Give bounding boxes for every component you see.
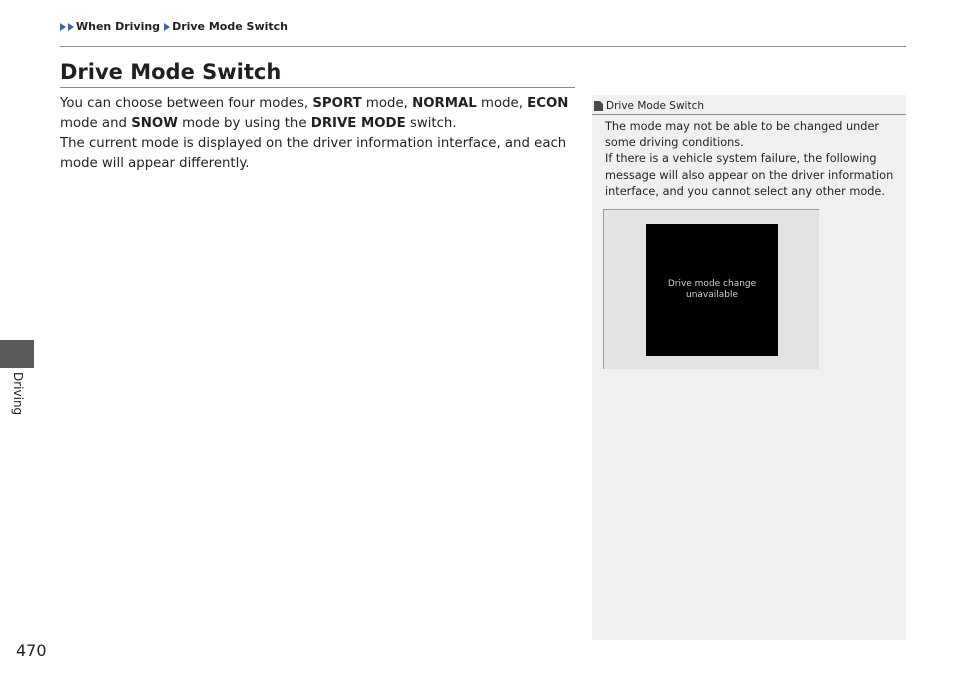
display-illustration: [603, 209, 819, 369]
breadcrumb-item-when-driving[interactable]: When Driving: [76, 20, 161, 33]
sidebar-body: [605, 119, 900, 200]
note-icon: [594, 101, 603, 111]
paragraph-modes: You can choose between four modes, SPORT mode, NORMAL mode, ECON mode and SNOW mode by using the DRIVE MODE switch.: [60, 96, 569, 131]
body-text: [60, 94, 580, 174]
breadcrumb-arrow-icon: [60, 23, 66, 31]
mode-econ: ECON: [527, 96, 569, 111]
header-divider: [60, 46, 906, 47]
driver-info-screen: [646, 224, 778, 356]
paragraph-display: The current mode is displayed on the driver information interface, and each mode will appear differently.: [60, 136, 567, 171]
sidebar-text-1: The mode may not be able to be changed under some driving conditions.: [605, 120, 880, 150]
breadcrumb-arrow-icon: [68, 23, 74, 31]
mode-snow: SNOW: [131, 116, 178, 131]
mode-normal: NORMAL: [412, 96, 477, 111]
page-title: Drive Mode Switch: [60, 60, 282, 84]
breadcrumb-arrow-icon: [164, 23, 170, 31]
drive-mode-switch-name: DRIVE MODE: [310, 116, 406, 131]
mode-sport: SPORT: [312, 96, 362, 111]
page-number: 470: [16, 641, 47, 660]
sidebar-text-2: If there is a vehicle system failure, the following message will also appear on the driver information interface, and you cannot select any other mode.: [605, 152, 894, 198]
section-label: Driving: [11, 372, 25, 416]
section-tab: [0, 340, 34, 368]
sidebar-heading: [592, 97, 906, 115]
breadcrumb-item-drive-mode-switch[interactable]: Drive Mode Switch: [172, 20, 288, 33]
title-divider: [60, 87, 575, 88]
screen-message: Drive mode change unavailable: [667, 279, 757, 300]
sidebar-heading-text[interactable]: Drive Mode Switch: [606, 99, 704, 112]
breadcrumb: [60, 20, 292, 33]
